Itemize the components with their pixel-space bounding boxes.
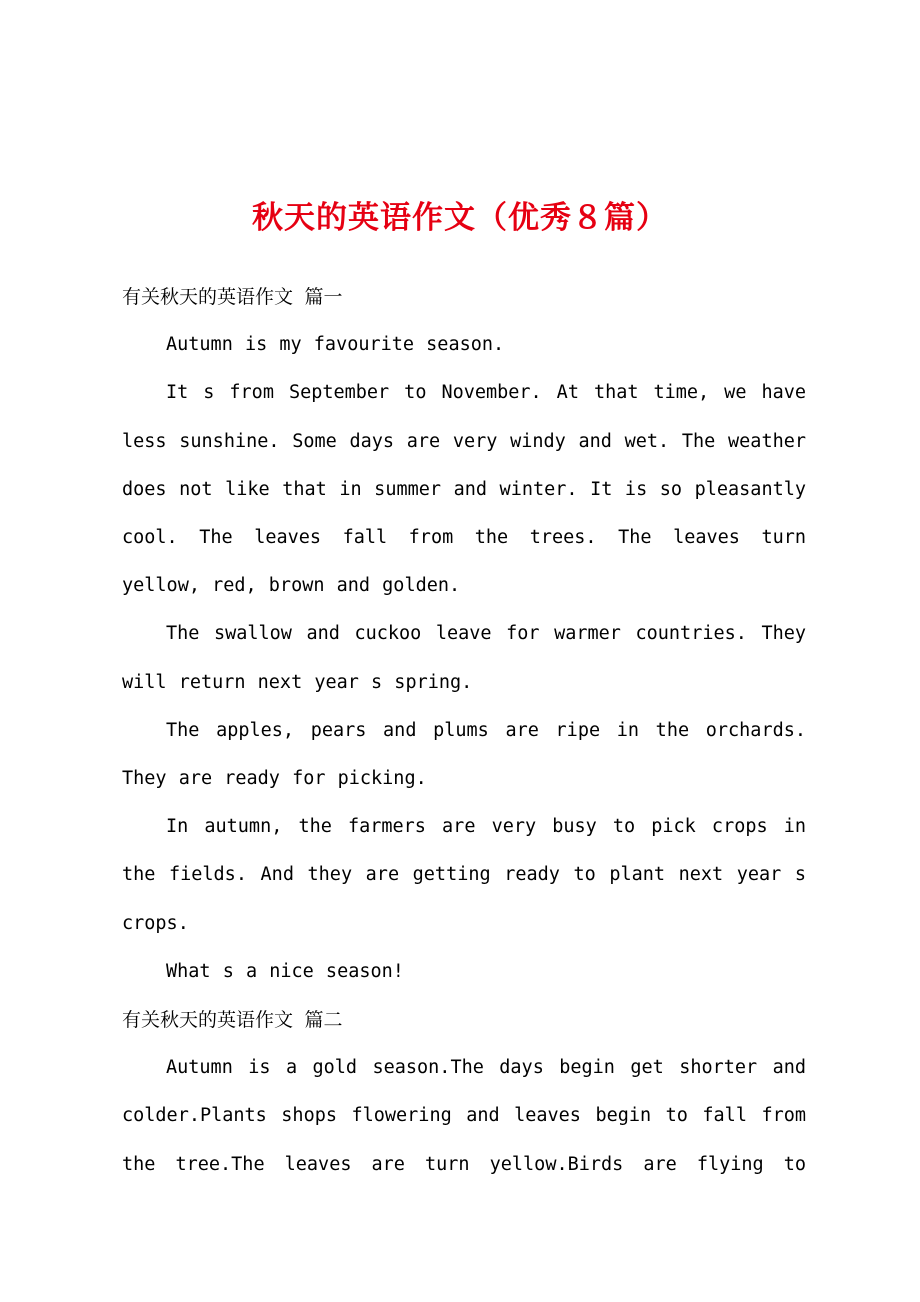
paragraph: Autumn is a gold season.The days begin get shorter and colder.Plants shops flowering and leaves begin to fall from the tree.The leaves are turn yellow.Birds are flying to bbox=[122, 1057, 806, 1175]
document-body bbox=[122, 273, 806, 1189]
paragraph: In autumn, the farmers are very busy to pick crops in the fields. And they are getting ready to plant next year s crops. bbox=[122, 816, 806, 934]
paragraph: The swallow and cuckoo leave for warmer countries. They will return next year s spring. bbox=[122, 623, 806, 693]
paragraph: The apples, pears and plums are ripe in the orchards. They are ready for picking. bbox=[122, 719, 806, 790]
paragraph: What s a nice season! bbox=[166, 960, 404, 982]
document-title: 秋天的英语作文（优秀８篇） bbox=[252, 200, 668, 236]
section-heading: 有关秋天的英语作文 篇二 bbox=[122, 1009, 343, 1032]
paragraph: It s from September to November. At that time, we have less sunshine. Some days are very windy and wet. The weather does not like that in summer and winter. It is so pleasantly cool. The leaves fall from the trees. The leaves turn yellow, red, brown and golden. bbox=[122, 382, 806, 597]
section-heading: 有关秋天的英语作文 篇一 bbox=[122, 286, 343, 308]
paragraph: Autumn is my favourite season. bbox=[166, 334, 505, 356]
